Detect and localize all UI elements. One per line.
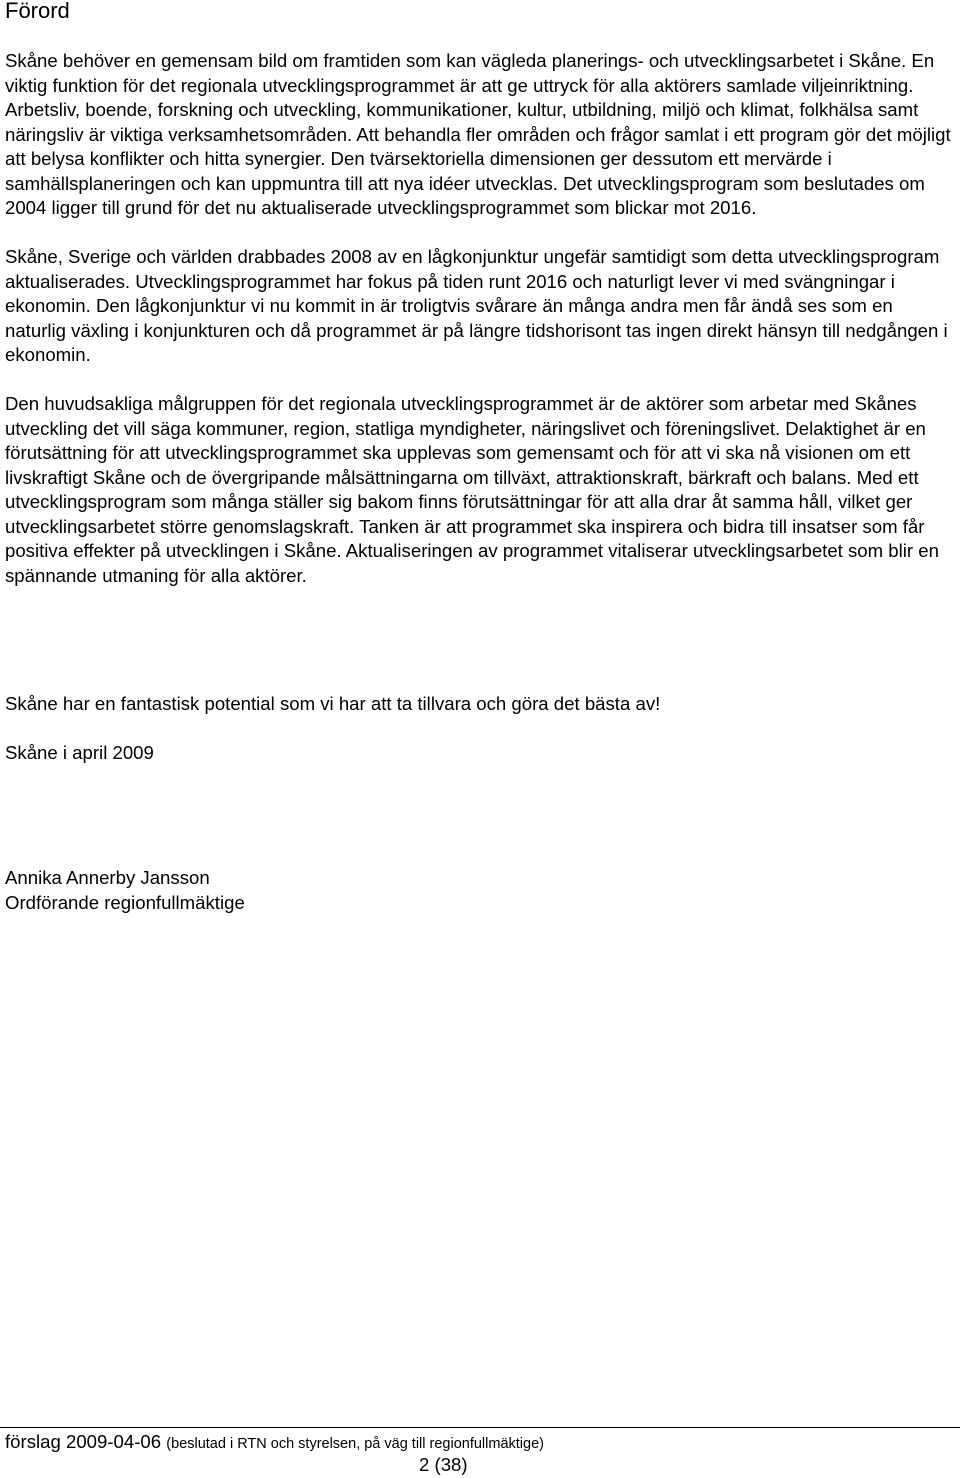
signatory-name: Annika Annerby Jansson (5, 867, 210, 888)
paragraph-1: Skåne behöver en gemensam bild om framtiden som kan vägleda planerings- och utvecklingsarbetet i Skåne. En viktig funktion för det regionala utvecklingsprogrammet är att ge uttryck för alla aktörers samlade viljeinriktning. Arbetsliv, boende, forskning och utveckling, kommunikationer, kultur, utbildning, miljö och klimat, folkhälsa samt näringsliv är viktiga verksamhetsområden. Att behandla fler områden och frågor samlat i ett program gör det möjligt att belysa konflikter och hitta synergier. Den tvärsektoriella dimensionen ger dessutom ett mervärde i samhällsplaneringen och kan uppmuntra till att nya idéer utvecklas. Det utvecklingsprogram som beslutades om 2004 ligger till grund för det nu aktualiserade utvecklingsprogrammet som blickar mot 2016. (5, 50, 951, 218)
signatory-role: Ordförande regionfullmäktige (5, 891, 245, 913)
place-date: Skåne i april 2009 (5, 742, 154, 763)
footer-draft-label: förslag 2009-04-06 (5, 1431, 162, 1452)
page-number: 2 (38) (419, 1454, 468, 1475)
paragraph-3: Den huvudsakliga målgruppen för det regionala utvecklingsprogrammet är de aktörer som arbetar med Skånes utveckling det vill säga kommuner, region, statliga myndigheter, näringslivet och föreningslivet. Delaktighet är en förutsättning för att utvecklingsprogrammet ska upplevas som gemensamt och för att vi ska nå visionen om ett livskraftigt Skåne och de övergripande målsättningarna om tillväxt, attraktionskraft, bärkraft och balans. Med ett utvecklingsprogram som många ställer sig bakom finns förutsättningar för att alla drar åt samma håll, vilket ger utvecklingsarbetet större genomslagskraft. Tanken är att programmet ska inspirera och bidra till insatser som får positiva effekter på utvecklingen i Skåne. Aktualiseringen av programmet vitaliserar utvecklingsarbetet som blir en spännande utmaning för alla aktörer. (5, 393, 939, 586)
signature-block (5, 866, 245, 915)
footer-draft-note: (beslutad i RTN och styrelsen, på väg till regionfullmäktige) (166, 1436, 544, 1452)
closing-statement: Skåne har en fantastisk potential som vi har att ta tillvara och göra det bästa av! (5, 693, 661, 714)
paragraph-2: Skåne, Sverige och världen drabbades 2008 av en lågkonjunktur ungefär samtidigt som detta utvecklingsprogram aktualiserades. Utvecklingsprogrammet har fokus på tiden runt 2016 och naturligt lever vi med svängningar i ekonomin. Den lågkonjunktur vi nu kommit in är troligtvis svårare än många andra men får ändå ses som en naturlig växling i konjunkturen och då programmet är på längre tidshorisont tas ingen direkt hänsyn till nedgången i ekonomin. (5, 246, 948, 365)
page-title: Förord (5, 0, 70, 23)
footer-draft-line (5, 1431, 544, 1455)
document-body (5, 49, 957, 613)
footer-divider (0, 1427, 960, 1428)
